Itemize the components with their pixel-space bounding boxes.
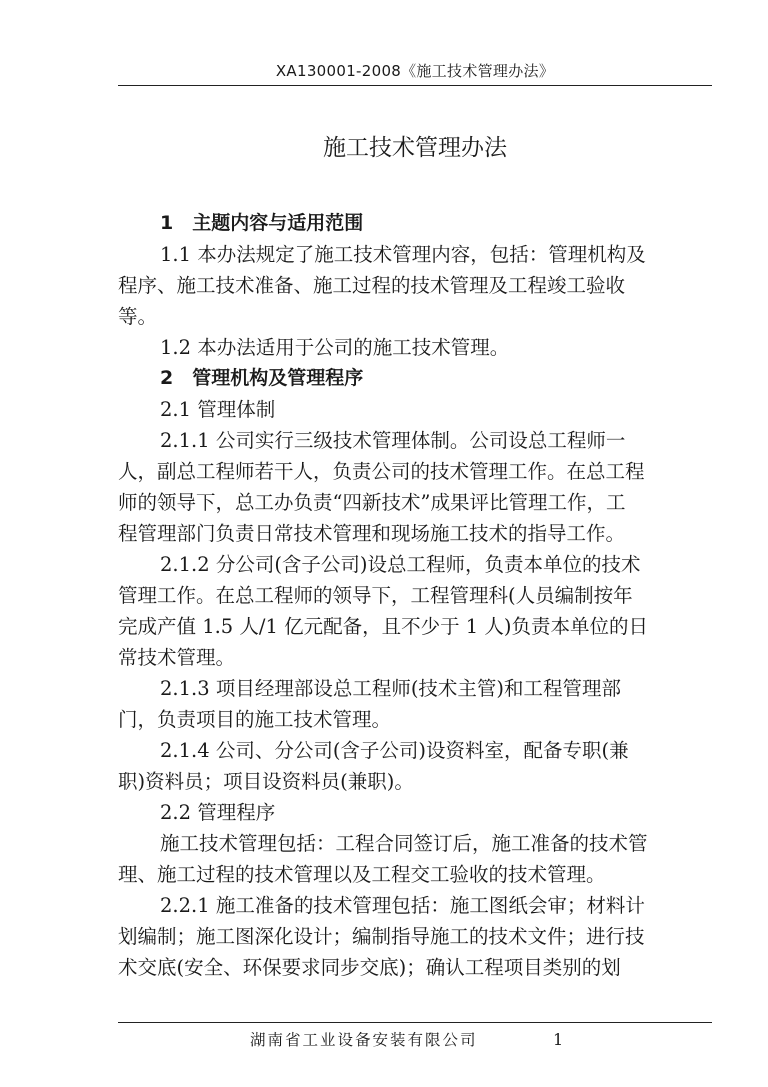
text-line: 1.2 本办法适用于公司的施工技术管理。 (160, 336, 510, 359)
section-heading: 1 主题内容与适用范围 (160, 212, 364, 234)
document-title: 施工技术管理办法 (323, 135, 507, 161)
text-line: 2.2.1 施工准备的技术管理包括：施工图纸会审；材料计 (160, 894, 645, 917)
text-line: 2.2 管理程序 (160, 801, 276, 824)
text-line: 划编制；施工图深化设计；编制指导施工的技术文件；进行技 (118, 925, 645, 948)
text-line: 人，副总工程师若干人，负责公司的技术管理工作。在总工程 (118, 460, 645, 483)
page-header: XA130001-2008《施工技术管理办法》 (275, 62, 555, 80)
text-line: 程管理部门负责日常技术管理和现场施工技术的指导工作。 (118, 522, 626, 545)
text-line: 程序、施工技术准备、施工过程的技术管理及工程竣工验收 (118, 274, 626, 297)
footer-divider (118, 1022, 712, 1023)
text-line: 术交底(安全、环保要求同步交底)；确认工程项目类别的划 (118, 956, 621, 979)
text-line: 等。 (118, 305, 158, 328)
text-line: 2.1.3 项目经理部设总工程师(技术主管)和工程管理部 (160, 677, 622, 700)
header-divider (118, 85, 712, 86)
text-line: 理、施工过程的技术管理以及工程交工验收的技术管理。 (118, 863, 606, 886)
text-line: 2.1.4 公司、分公司(含子公司)设资料室，配备专职(兼 (160, 739, 629, 762)
text-line: 门，负责项目的施工技术管理。 (118, 708, 392, 731)
text-line: 2.1.1 公司实行三级技术管理体制。公司设总工程师一 (160, 429, 626, 452)
text-line: 常技术管理。 (118, 646, 236, 669)
text-line: 2.1 管理体制 (160, 398, 276, 421)
text-line: 完成产值 1.5 人/1 亿元配备，且不少于 1 人)负责本单位的日 (118, 615, 648, 638)
text-line: 施工技术管理包括：工程合同签订后，施工准备的技术管 (160, 832, 648, 855)
text-line: 师的领导下，总工办负责“四新技术”成果评比管理工作，工 (118, 491, 626, 514)
footer-company-name: 湖南省工业设备安装有限公司 (250, 1031, 478, 1049)
text-line: 2.1.2 分公司(含子公司)设总工程师，负责本单位的技术 (160, 553, 641, 576)
page-number: 1 (553, 1030, 564, 1049)
text-line: 管理工作。在总工程师的领导下，工程管理科(人员编制按年 (118, 584, 633, 607)
text-line: 职)资料员；项目设资料员(兼职)。 (118, 770, 414, 793)
document-body (118, 208, 712, 983)
text-line: 1.1 本办法规定了施工技术管理内容，包括：管理机构及 (160, 243, 646, 266)
section-heading: 2 管理机构及管理程序 (160, 367, 364, 389)
